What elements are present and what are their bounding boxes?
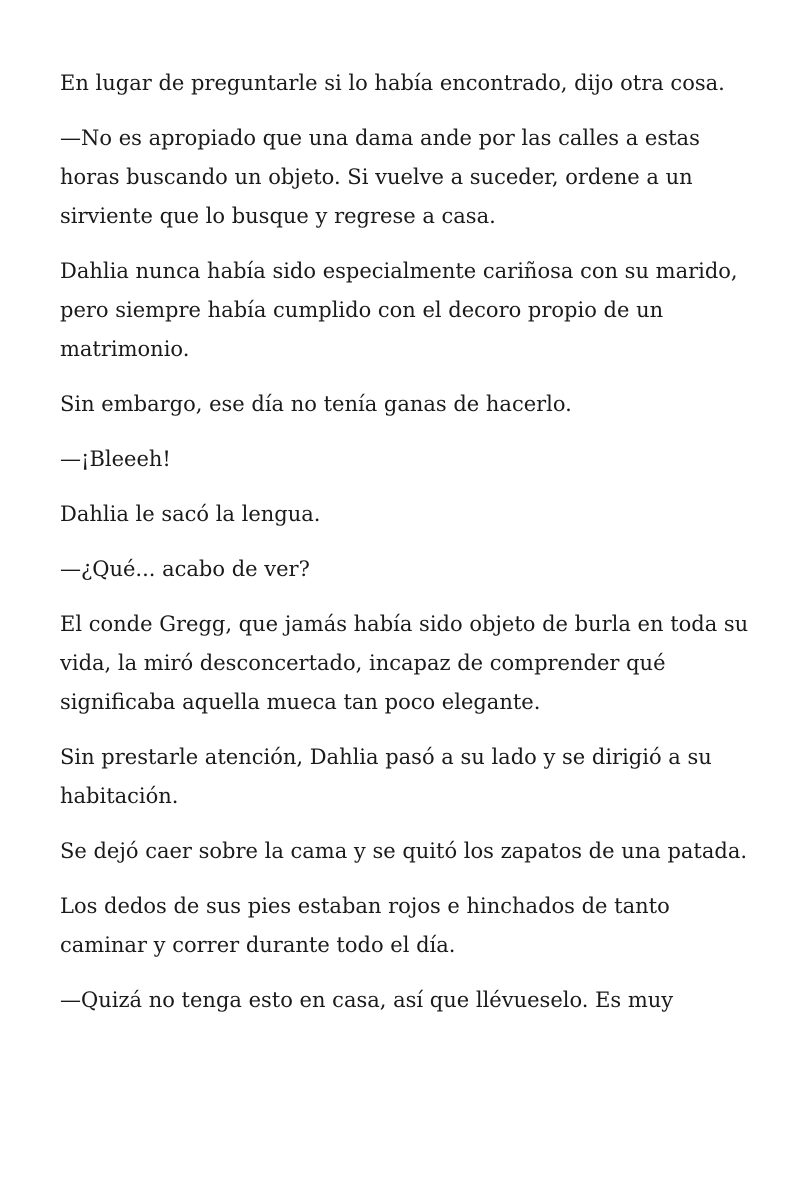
paragraph: —¡Bleeeh! bbox=[60, 447, 171, 471]
paragraph: El conde Gregg, que jamás había sido objeto de burla en toda su vida, la miró desconcertado, incapaz de comprender qué significaba aquella mueca tan poco elegante. bbox=[60, 612, 749, 714]
reading-page bbox=[60, 64, 750, 1036]
paragraph: —Quizá no tenga esto en casa, así que llévueselo. Es muy bbox=[60, 988, 674, 1012]
paragraph: Se dejó caer sobre la cama y se quitó los zapatos de una patada. bbox=[60, 839, 748, 863]
paragraph: En lugar de preguntarle si lo había encontrado, dijo otra cosa. bbox=[60, 71, 725, 95]
paragraph: Sin prestarle atención, Dahlia pasó a su lado y se dirigió a su habitación. bbox=[60, 745, 712, 808]
paragraph: —¿Qué... acabo de ver? bbox=[60, 557, 310, 581]
paragraph: Los dedos de sus pies estaban rojos e hinchados de tanto caminar y correr durante todo el día. bbox=[60, 894, 670, 957]
paragraph: Dahlia nunca había sido especialmente cariñosa con su marido, pero siempre había cumplido con el decoro propio de un matrimonio. bbox=[60, 259, 738, 361]
paragraph: Dahlia le sacó la lengua. bbox=[60, 502, 321, 526]
paragraph: Sin embargo, ese día no tenía ganas de hacerlo. bbox=[60, 392, 572, 416]
paragraph: —No es apropiado que una dama ande por las calles a estas horas buscando un objeto. Si vuelve a suceder, ordene a un sirviente que lo busque y regrese a casa. bbox=[60, 126, 700, 228]
